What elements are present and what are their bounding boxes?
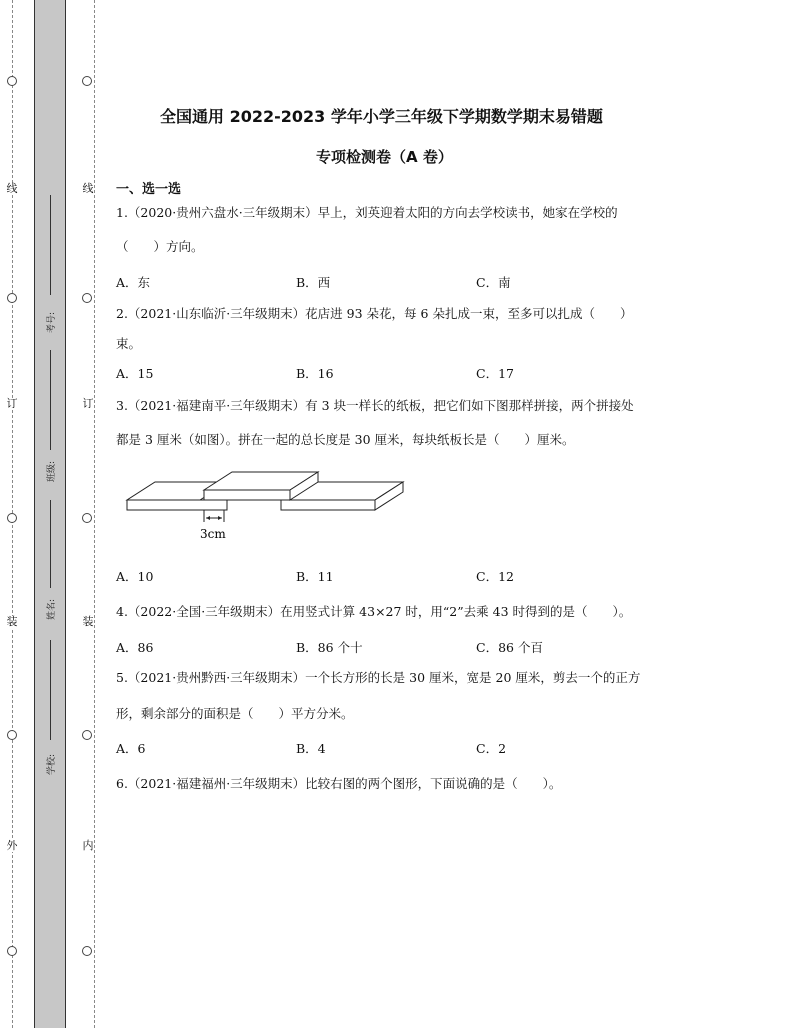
section-heading: 一、选一选 (116, 182, 182, 197)
field-line-banji[interactable] (50, 350, 51, 450)
field-line-xingming[interactable] (50, 500, 51, 588)
question-3-text: 3.（2021·福建南平·三年级期末）有 3 块一样长的纸板，把它们如下图那样拼接，两个拼接处 (116, 398, 634, 413)
binding-hole (82, 76, 92, 86)
question-2-option-c[interactable]: C．17 (476, 366, 514, 381)
figure-dimension-label: 3cm (200, 527, 226, 541)
question-3-option-b[interactable]: B．11 (296, 569, 334, 584)
bind-char-zhuang: 装 (82, 615, 94, 628)
bind-char-ding: 订 (82, 397, 94, 410)
binding-margin (0, 0, 34, 1028)
question-2-text: 2.（2021·山东临沂·三年级期末）花店进 93 朵花，每 6 朵扎成一束，至多可以扎成（ ） (116, 306, 633, 321)
bind-char-xian: 线 (82, 182, 94, 195)
field-label-xingming: 姓名: (47, 598, 57, 620)
page-subtitle: 专项检测卷（A 卷） (316, 148, 453, 166)
question-1-option-b[interactable]: B．西 (296, 275, 331, 290)
question-2-text-cont: 束。 (116, 336, 142, 351)
page-title: 全国通用 2022-2023 学年小学三年级下学期数学期末易错题 (160, 107, 603, 126)
question-2-option-b[interactable]: B．16 (296, 366, 334, 381)
question-3-text-cont: 都是 3 厘米（如图）。拼在一起的总长度是 30 厘米，每块纸板长是（ ）厘米。 (116, 432, 575, 447)
binding-hole (7, 946, 17, 956)
question-5-option-c[interactable]: C．2 (476, 741, 507, 756)
question-4-option-c[interactable]: C．86 个百 (476, 640, 543, 655)
binding-hole (82, 513, 92, 523)
binding-hole (7, 513, 17, 523)
field-label-banji: 班级: (47, 460, 57, 482)
question-5-option-b[interactable]: B．4 (296, 741, 326, 756)
binding-hole (7, 76, 17, 86)
binding-hole (82, 946, 92, 956)
binding-hole (82, 730, 92, 740)
question-5-text: 5.（2021·贵州黔西·三年级期末）一个长方形的长是 30 厘米，宽是 20 厘米，剪去一个的正方 (116, 670, 641, 685)
field-label-xuexiao: 学校: (47, 753, 57, 775)
question-2-option-a[interactable]: A．15 (116, 366, 154, 381)
bind-char-wai: 外 (6, 839, 18, 852)
cut-line-right (94, 0, 95, 1028)
question-4-option-b[interactable]: B．86 个十 (296, 640, 363, 655)
question-5-option-a[interactable]: A．6 (116, 741, 146, 756)
field-label-kaohao: 考号: (47, 311, 57, 333)
boards-figure (120, 466, 410, 546)
question-1-option-a[interactable]: A．东 (116, 275, 151, 290)
question-6-text: 6.（2021·福建福州·三年级期末）比较右图的两个图形，下面说确的是（ ）。 (116, 776, 562, 791)
bind-char-zhuang: 装 (6, 615, 18, 628)
question-3-option-c[interactable]: C．12 (476, 569, 514, 584)
bind-char-nei: 内 (82, 839, 94, 852)
binding-hole (7, 730, 17, 740)
question-3-option-a[interactable]: A．10 (116, 569, 154, 584)
question-1-text: 1.（2020·贵州六盘水·三年级期末）早上，刘英迎着太阳的方向去学校读书，她家在学校的 (116, 205, 618, 220)
question-4-option-a[interactable]: A．86 (116, 640, 154, 655)
question-5-text-cont: 形，剩余部分的面积是（ ）平方分米。 (116, 706, 354, 721)
binding-hole (82, 293, 92, 303)
question-4-text: 4.（2022·全国·三年级期末）在用竖式计算 43×27 时，用“2”去乘 43 时得到的是（ ）。 (116, 604, 632, 619)
field-line-xuexiao[interactable] (50, 640, 51, 740)
question-1-option-c[interactable]: C．南 (476, 275, 511, 290)
field-line-kaohao[interactable] (50, 195, 51, 295)
bind-char-ding: 订 (6, 397, 18, 410)
binding-hole (7, 293, 17, 303)
bind-char-xian: 线 (6, 182, 18, 195)
question-1-text-cont: （ ）方向。 (116, 239, 204, 254)
